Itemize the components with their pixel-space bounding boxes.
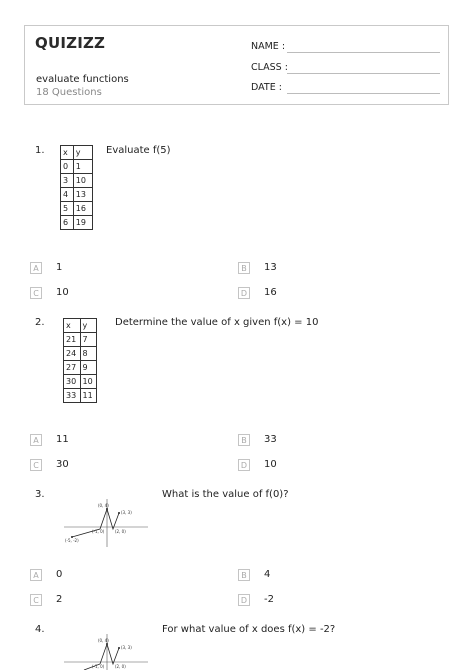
table-header-x: x	[64, 319, 81, 333]
table-cell: 11	[80, 389, 97, 403]
option-letter: C	[30, 594, 42, 606]
table-cell: 13	[73, 188, 92, 202]
name-line	[287, 52, 440, 53]
option-value: 10	[56, 287, 69, 298]
table-cell: 16	[73, 202, 92, 216]
date-line	[287, 93, 440, 94]
option-value: 10	[264, 459, 277, 470]
point-label: (0, 4)	[98, 503, 109, 508]
class-label: CLASS :	[251, 62, 288, 73]
xy-table	[60, 145, 93, 230]
point-label: (-5, -2)	[65, 538, 79, 543]
point-label: (2, 0)	[115, 664, 126, 669]
graph-point	[118, 512, 120, 514]
question-number: 3.	[35, 489, 45, 500]
table-cell: 21	[64, 333, 81, 347]
question-count: 18 Questions	[36, 87, 102, 98]
option-value: 30	[56, 459, 69, 470]
option-letter: B	[238, 262, 250, 274]
table-header-y: y	[73, 146, 92, 160]
table-header-y: y	[80, 319, 97, 333]
point-label: (2, 0)	[115, 529, 126, 534]
table-cell: 19	[73, 216, 92, 230]
graph-point	[118, 647, 120, 649]
xy-table	[63, 318, 97, 403]
point-label: (3, 3)	[121, 645, 132, 650]
question-number: 2.	[35, 317, 45, 328]
question-text: For what value of x does f(x) = -2?	[162, 624, 336, 635]
option-letter: C	[30, 287, 42, 299]
option-value: 4	[264, 569, 271, 580]
table-cell: 8	[80, 347, 97, 361]
option-value: 13	[264, 262, 277, 273]
question-text: What is the value of f(0)?	[162, 489, 289, 500]
table-cell: 27	[64, 361, 81, 375]
table-cell: 30	[64, 375, 81, 389]
worksheet-title: evaluate functions	[36, 74, 129, 85]
option-letter: A	[30, 569, 42, 581]
option-letter: D	[238, 594, 250, 606]
option-letter: B	[238, 434, 250, 446]
option-value: 33	[264, 434, 277, 445]
option-letter: D	[238, 287, 250, 299]
table-cell: 24	[64, 347, 81, 361]
quizizz-logo: QUIZIZZ	[35, 34, 106, 52]
table-cell: 10	[80, 375, 97, 389]
table-cell: 7	[80, 333, 97, 347]
graph-point	[106, 508, 108, 510]
function-graph	[62, 495, 152, 550]
question-number: 1.	[35, 145, 45, 156]
date-label: DATE :	[251, 82, 282, 93]
date-field[interactable]	[251, 82, 282, 93]
option-value: 0	[56, 569, 63, 580]
question-number: 4.	[35, 624, 45, 635]
option-letter: A	[30, 262, 42, 274]
name-label: NAME :	[251, 41, 286, 52]
worksheet-header	[24, 25, 449, 105]
option-letter: A	[30, 434, 42, 446]
class-line	[287, 73, 440, 74]
option-value: 2	[56, 594, 63, 605]
option-letter: C	[30, 459, 42, 471]
option-letter: D	[238, 459, 250, 471]
question-text: Determine the value of x given f(x) = 10	[115, 317, 319, 328]
table-cell: 1	[73, 160, 92, 174]
option-value: 1	[56, 262, 63, 273]
option-value: -2	[264, 594, 274, 605]
table-cell: 5	[61, 202, 74, 216]
graph-point	[106, 643, 108, 645]
table-cell: 33	[64, 389, 81, 403]
table-cell: 6	[61, 216, 74, 230]
table-header-x: x	[61, 146, 74, 160]
name-field[interactable]	[251, 41, 285, 52]
option-value: 11	[56, 434, 69, 445]
function-graph	[62, 630, 152, 670]
question-text: Evaluate f(5)	[106, 145, 171, 156]
class-field[interactable]	[251, 62, 288, 73]
table-cell: 10	[73, 174, 92, 188]
option-value: 16	[264, 287, 277, 298]
point-label: (3, 3)	[121, 510, 132, 515]
option-letter: B	[238, 569, 250, 581]
point-label: (-1, 0)	[92, 529, 105, 534]
point-label: (-1, 0)	[92, 664, 105, 669]
table-cell: 4	[61, 188, 74, 202]
table-cell: 0	[61, 160, 74, 174]
table-cell: 9	[80, 361, 97, 375]
table-cell: 3	[61, 174, 74, 188]
point-label: (0, 4)	[98, 638, 109, 643]
